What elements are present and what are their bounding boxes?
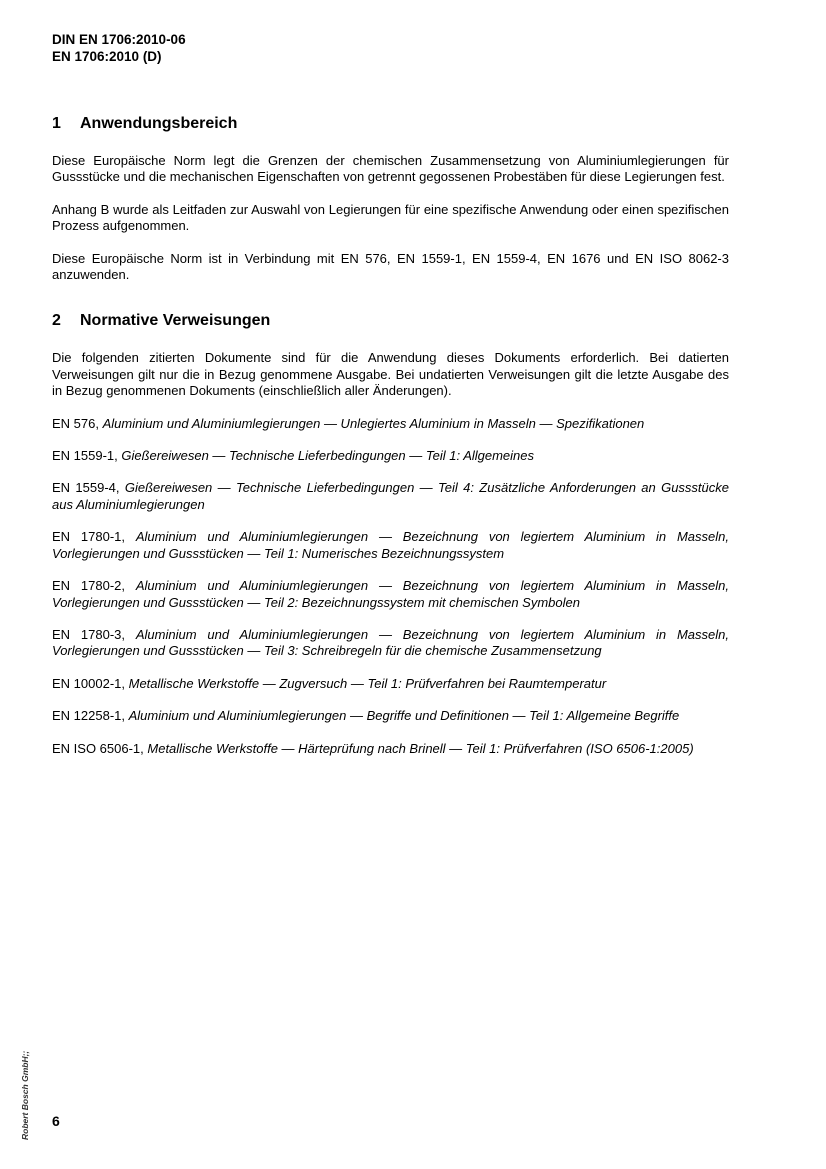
reference-item — [52, 480, 729, 513]
reference-title: Aluminium und Aluminiumlegierungen — Unlegiertes Aluminium in Masseln — Spezifikationen — [102, 415, 645, 431]
section-1-paragraph: Anhang B wurde als Leitfaden zur Auswahl von Legierungen für eine spezifische Anwendung oder einen spezifischen Prozess aufgenommen. — [52, 201, 729, 234]
reference-code: EN ISO 6506-1, — [52, 740, 148, 756]
reference-item — [52, 676, 729, 692]
reference-code: EN 12258-1, — [52, 708, 129, 724]
section-1-title: Anwendungsbereich — [80, 115, 238, 132]
reference-item — [52, 708, 729, 724]
document-body — [52, 114, 729, 773]
reference-item — [52, 741, 729, 757]
reference-code: EN 1780-3, — [52, 626, 136, 642]
header-standard-din: DIN EN 1706:2010-06 — [52, 32, 186, 47]
reference-title: Gießereiwesen — Technische Lieferbedingungen — Teil 1: Allgemeines — [121, 448, 535, 464]
reference-item — [52, 448, 729, 464]
reference-title: Aluminium und Aluminiumlegierungen — Bezeichnung von legiertem Aluminium in Masseln, Vorlegierungen und Gussstücken — Teil 1: Numerisches Bezeichnungssystem — [52, 529, 729, 561]
reference-item — [52, 627, 729, 660]
reference-code: EN 1559-4, — [52, 480, 125, 496]
section-2-title: Normative Verweisungen — [80, 312, 271, 330]
reference-code: EN 1780-1, — [52, 529, 136, 545]
reference-code: EN 1780-2, — [52, 578, 136, 594]
reference-item — [52, 529, 729, 562]
section-1-heading — [52, 114, 729, 134]
header-standard-en: EN 1706:2010 (D) — [52, 49, 162, 64]
reference-code: EN 10002-1, — [52, 675, 129, 691]
section-1-number: 1 — [52, 115, 61, 132]
reference-title: Metallische Werkstoffe — Härteprüfung nach Brinell — Teil 1: Prüfverfahren (ISO 6506-1:2005) — [147, 740, 694, 756]
reference-title: Aluminium und Aluminiumlegierungen — Bezeichnung von legiertem Aluminium in Masseln, Vorlegierungen und Gussstücken — Teil 3: Schreibregeln für die chemische Zusammensetzung — [52, 626, 729, 659]
section-2-heading — [52, 311, 729, 331]
side-watermark-note: Robert Bosch GmbH;; — [20, 1050, 30, 1140]
reference-title: Aluminium und Aluminiumlegierungen — Begriffe und Definitionen — Teil 1: Allgemeine Begriffe — [128, 708, 680, 724]
reference-code: EN 1559-1, — [52, 448, 122, 464]
page-number: 6 — [52, 1113, 60, 1129]
section-1-paragraph: Diese Europäische Norm ist in Verbindung mit EN 576, EN 1559-1, EN 1559-4, EN 1676 und EN ISO 8062-3 anzuwenden. — [52, 250, 729, 283]
reference-item — [52, 416, 729, 432]
reference-title: Metallische Werkstoffe — Zugversuch — Teil 1: Prüfverfahren bei Raumtemperatur — [128, 675, 607, 691]
section-1-paragraph: Diese Europäische Norm legt die Grenzen der chemischen Zusammensetzung von Aluminiumlegierungen für Gussstücke und die mechanischen Eigenschaften von getrennt gegossenen Probestäben für diese Legierungen fest. — [52, 153, 729, 185]
section-2-number: 2 — [52, 312, 61, 330]
reference-item — [52, 578, 729, 611]
reference-title: Aluminium und Aluminiumlegierungen — Bezeichnung von legiertem Aluminium in Masseln, Vorlegierungen und Gussstücken — Teil 2: Bezeichnungssystem mit chemischen Symbolen — [52, 578, 729, 610]
section-2-intro: Die folgenden zitierten Dokumente sind für die Anwendung dieses Dokuments erforderlich. Bei datierten Verweisungen gilt nur die in Bezug genommene Ausgabe. Bei undatierten Verweisungen gilt die letzte Ausgabe des in Bezug genommenen Dokuments (einschließlich aller Änderungen). — [52, 350, 729, 399]
document-header — [52, 31, 186, 65]
reference-code: EN 576, — [52, 415, 103, 431]
reference-title: Gießereiwesen — Technische Lieferbedingungen — Teil 4: Zusätzliche Anforderungen an Gussstücke aus Aluminiumlegierungen — [52, 480, 729, 512]
